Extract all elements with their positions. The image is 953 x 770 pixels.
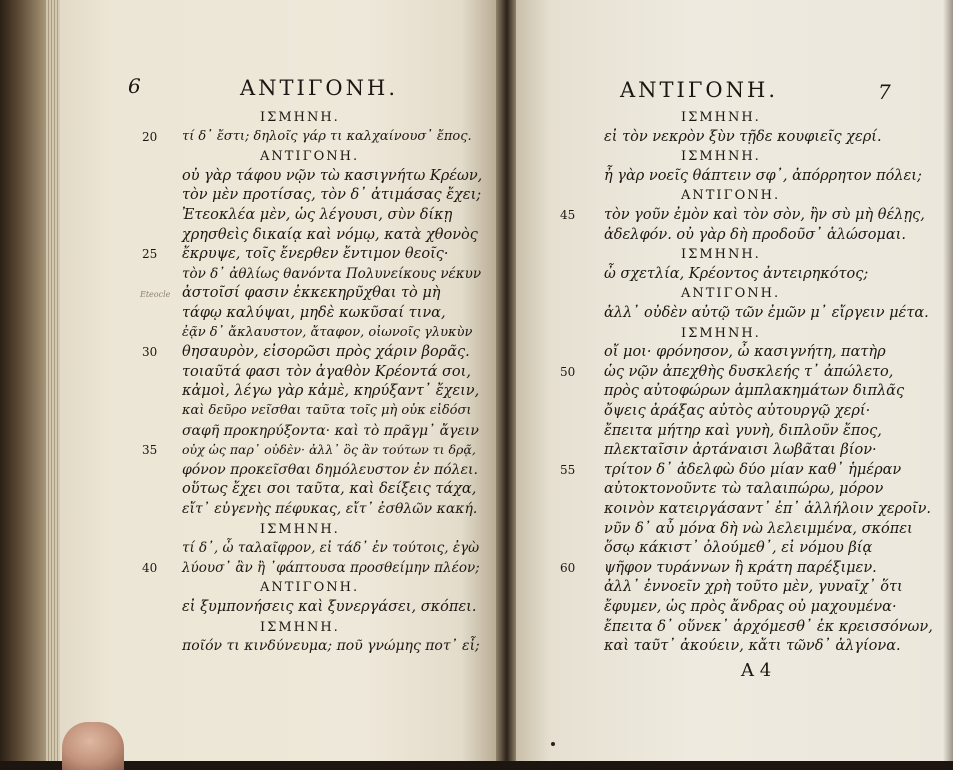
speaker-name: ΙΣΜΗΝΗ. [681, 110, 761, 125]
signature-mark: A 4 [741, 660, 772, 681]
verse-line: Ἐτεοκλέα μὲν, ὡς λέγουσι, σὺν δίκῃ [182, 207, 453, 223]
verse-line: οὐ γὰρ τάφου νῷν τὼ κασιγνήτω Κρέων, [182, 167, 483, 184]
verse-line: λύουσ᾽ ἂν ἢ ᾽φάπτουσα προσθείμην πλέον; [182, 559, 480, 576]
line-number: 60 [560, 560, 576, 575]
gutter [496, 0, 516, 761]
verse-line: ὅσῳ κάκιστ᾽ ὀλούμεθ᾽, εἰ νόμου βίᾳ [604, 540, 873, 557]
thumb [62, 722, 124, 770]
verse-line: αὐτοκτονοῦντε τὼ ταλαιπώρω, μόρον [604, 481, 884, 498]
verse-line: πρὸς αὐτοφώρων ἀμπλακημάτων διπλᾶς [604, 383, 905, 400]
verse-line: καὶ δεῦρο νεῖσθαι ταῦτα τοῖς μὴ οὐκ εἰδόσι [182, 403, 472, 418]
verse-line: θησαυρὸν, εἰσορῶσι πρὸς χάριν βορᾶς. [182, 344, 470, 361]
line-number: 30 [142, 345, 158, 360]
verse-line: τί δ᾽, ὦ ταλαῖφρον, εἰ τάδ᾽ ἐν τούτοις, ἐγὼ [182, 540, 480, 557]
line-number: 35 [142, 443, 158, 458]
speaker-name: ΙΣΜΗΝΗ. [260, 521, 340, 537]
line-number: 40 [142, 560, 158, 575]
line-number: 50 [560, 364, 576, 379]
verse-line: ἦ γὰρ νοεῖς θάπτειν σφ᾽, ἀπόρρητον πόλει; [604, 167, 922, 184]
verse-line: ἔκρυψε, τοῖς ἔνερθεν ἔντιμον θεοῖς· [182, 246, 449, 263]
verse-line: οὕτως ἔχει σοι ταῦτα, καὶ δείξεις τάχα, [182, 481, 477, 498]
page-dot [551, 742, 555, 746]
verse-line: καὶ ταῦτ᾽ ἀκούειν, κἄτι τῶνδ᾽ ἀλγίονα. [604, 638, 901, 655]
speaker-name: ΙΣΜΗΝΗ. [260, 619, 340, 635]
verse-line: κοινὸν κατειργάσαντ᾽ ἐπ᾽ ἀλλήλοιν χεροῖν. [604, 501, 932, 517]
verse-line: τὸν μὲν προτίσας, τὸν δ᾽ ἀτιμάσας ἔχει; [182, 187, 482, 204]
verse-line: οὐχ ὡς παρ᾽ οὐδὲν· ἀλλ᾽ ὃς ἂν τούτων τι δρᾷ, [182, 442, 476, 458]
speaker-name: ΑΝΤΙΓΟΝΗ. [681, 188, 781, 204]
verse-line: τὸν δ᾽ ἀθλίως θανόντα Πολυνείκους νέκυν [182, 265, 482, 282]
page-edges [46, 0, 60, 761]
verse-line: ποῖόν τι κινδύνευμα; ποῦ γνώμης ποτ᾽ εἶ; [182, 638, 480, 655]
verse-line: τοιαῦτά φασι τὸν ἀγαθὸν Κρέοντά σοι, [182, 363, 471, 380]
line-number: 45 [560, 208, 576, 222]
verse-line: ὡς νῷν ἀπεχθὴς δυσκλεής τ᾽ ἀπώλετο, [604, 363, 894, 380]
margin-note: Eteocle [140, 290, 171, 299]
verse-line: πλεκταῖσιν ἀρτάναισι λωβᾶται βίον· [604, 442, 877, 459]
page-number: 6 [128, 74, 141, 98]
speaker-name: ΑΝΤΙΓΟΝΗ. [260, 149, 360, 165]
line-number: 20 [142, 129, 158, 144]
left-page [60, 0, 496, 761]
verse-line: τί δ᾽ ἔστι; δηλοῖς γάρ τι καλχαίνουσ᾽ ἔπος. [182, 128, 472, 144]
verse-line: ψῆφον τυράννων ἢ κράτη παρέξιμεν. [604, 559, 877, 576]
verse-line: ἀλλ᾽ οὐδὲν αὐτῷ τῶν ἐμῶν μ᾽ εἴργειν μέτα. [604, 305, 929, 321]
verse-line: εἴτ᾽ εὐγενὴς πέφυκας, εἴτ᾽ ἐσθλῶν κακή. [182, 501, 478, 517]
speaker-name: ΙΣΜΗΝΗ. [681, 149, 761, 165]
verse-line: χρησθεὶς δικαίᾳ καὶ νόμῳ, κατὰ χθονὸς [182, 226, 478, 243]
verse-line: κἀμοὶ, λέγω γὰρ κἀμὲ, κηρύξαντ᾽ ἔχειν, [182, 383, 480, 400]
verse-line: ὦ σχετλία, Κρέοντος ἀντειρηκότος; [604, 265, 869, 282]
verse-line: ἔπειτα μήτηρ καὶ γυνὴ, διπλοῦν ἔπος, [604, 422, 882, 439]
verse-line: ἔφυμεν, ὡς πρὸς ἄνδρας οὐ μαχουμένα· [604, 599, 897, 615]
verse-line: ἀλλ᾽ ἐννοεῖν χρὴ τοῦτο μὲν, γυναῖχ᾽ ὅτι [604, 579, 903, 596]
right-page [516, 0, 953, 761]
speaker-name: ΙΣΜΗΝΗ. [681, 325, 761, 341]
speaker-name: ΙΣΜΗΝΗ. [260, 110, 340, 125]
verse-line: ἀδελφόν. οὐ γὰρ δὴ προδοῦσ᾽ ἁλώσομαι. [604, 226, 906, 243]
verse-line: τάφῳ καλύψαι, μηδὲ κωκῦσαί τινα, [182, 305, 446, 321]
line-number: 55 [560, 462, 576, 477]
verse-line: ἐᾷν δ᾽ ἄκλαυστον, ἄταφον, οἰωνοῖς γλυκὺν [182, 324, 473, 340]
speaker-name: ΙΣΜΗΝΗ. [681, 247, 761, 263]
speaker-name: ΑΝΤΙΓΟΝΗ. [260, 580, 360, 596]
line-number: 25 [142, 247, 158, 262]
speaker-name: ΑΝΤΙΓΟΝΗ. [681, 286, 781, 302]
running-head: ΑΝΤΙΓΟΝΗ. [620, 78, 778, 102]
verse-line: σαφῆ προκηρύξοντα· καὶ τὸ πρᾶγμ᾽ ἄγειν [182, 422, 479, 439]
verse-line: ἀστοῖσί φασιν ἐκκεκηρῦχθαι τὸ μὴ [182, 285, 441, 302]
verse-line: τὸν γοῦν ἐμὸν καὶ τὸν σὸν, ἢν σὺ μὴ θέλῃς, [604, 207, 925, 223]
verse-line: ὄψεις ἀράξας αὐτὸς αὐτουργῷ χερί· [604, 403, 871, 419]
verse-line: φόνον προκεῖσθαι δημόλευστον ἐν πόλει. [182, 461, 478, 478]
verse-line: εἰ ξυμπονήσεις καὶ ξυνεργάσει, σκόπει. [182, 599, 477, 615]
running-head: ΑΝΤΙΓΟΝΗ. [240, 76, 398, 100]
verse-line: οἴ μοι· φρόνησον, ὦ κασιγνήτη, πατὴρ [604, 344, 886, 361]
verse-line: νῦν δ᾽ αὖ μόνα δὴ νὼ λελειμμένα, σκόπει [604, 520, 913, 537]
verse-line: τρίτον δ᾽ ἀδελφὼ δύο μίαν καθ᾽ ἡμέραν [604, 461, 902, 478]
page-edge-shadow [943, 0, 953, 761]
verse-line: ἔπειτα δ᾽ οὕνεκ᾽ ἀρχόμεσθ᾽ ἐκ κρεισσόνων, [604, 618, 933, 635]
page-number: 7 [878, 80, 891, 104]
verse-line: εἰ τὸν νεκρὸν ξὺν τῇδε κουφιεῖς χερί. [604, 128, 882, 145]
